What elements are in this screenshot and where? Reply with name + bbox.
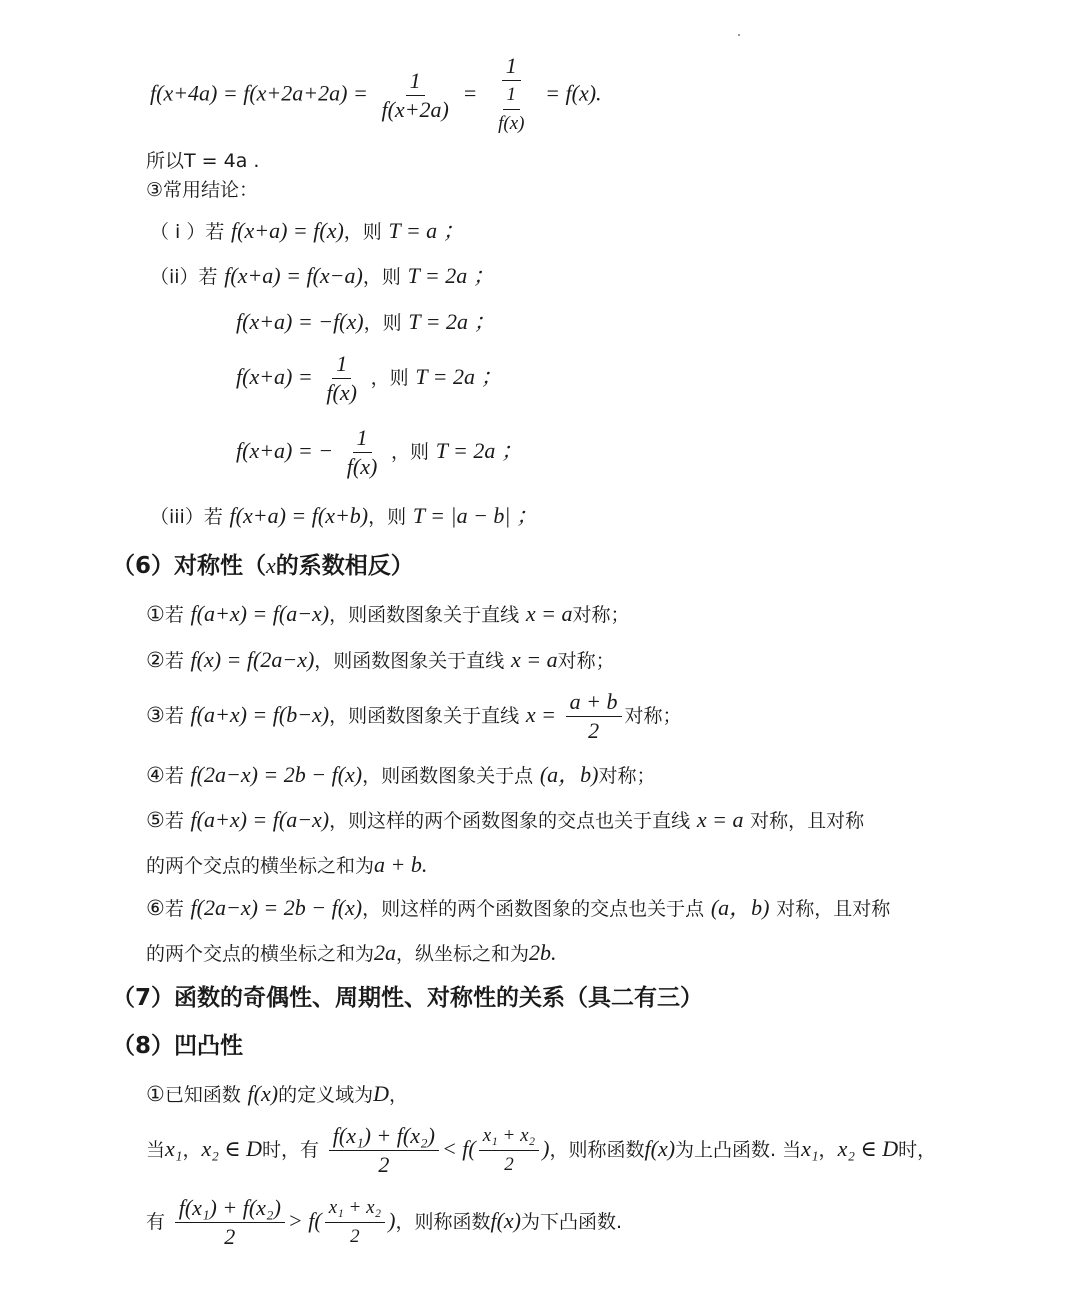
- section-8-heading: （8）凹凸性: [112, 1033, 244, 1059]
- item-expr: f(x) = f(2a−x): [190, 647, 315, 672]
- conclusion-ii-result: T = 2a ；: [407, 263, 495, 288]
- item-text: ，则函数图象关于直线: [329, 604, 520, 626]
- item-text: 的两个交点的横坐标之和为: [146, 855, 375, 877]
- conclusion-ii-d: [236, 426, 523, 479]
- fraction-1-denominator: f(x+2a): [381, 96, 449, 122]
- item-math: x = a: [510, 647, 558, 672]
- conclusion-iii-sep: ，则: [368, 506, 407, 528]
- conclusion-iii: [150, 502, 538, 531]
- conclusion-i-sep: ，则: [343, 221, 382, 243]
- nested-fraction-denominator: f(x): [498, 113, 525, 134]
- math-fx: f(x): [490, 1208, 521, 1233]
- item-text-2: ，纵坐标之和为: [396, 943, 530, 965]
- item-expr: f(a+x) = f(a−x): [190, 807, 330, 832]
- fraction-numerator: 1: [332, 352, 351, 379]
- fraction-denominator: 2: [504, 1154, 514, 1175]
- symmetry-item-4: [146, 761, 656, 790]
- conclusion-i-expr: f(x+a) = f(x): [231, 218, 344, 243]
- conclusion-ii-label: （ii）若: [150, 266, 218, 288]
- item-text: ，则这样的两个函数图象的交点也关于点: [362, 898, 705, 920]
- common-conclusions-title: ③常用结论：: [146, 179, 259, 201]
- conclusion-i-label: （ i ）若: [150, 221, 225, 243]
- fraction-numerator: 1: [353, 426, 372, 453]
- conclusion-ii-expr: f(x+a) = f(x−a): [224, 263, 363, 288]
- text-when-tail: 时，: [898, 1139, 937, 1161]
- conclusion-i-result: T = a ；: [388, 218, 465, 243]
- symmetry-item-5: [146, 806, 864, 835]
- item-number: ①: [146, 1082, 165, 1106]
- item-expr: f(2a−x) = 2b − f(x): [190, 895, 363, 920]
- fraction-1: [377, 69, 452, 122]
- conclusion-ii-b: [236, 308, 496, 337]
- close-paren: ): [542, 1136, 550, 1161]
- midpoint-fraction: [325, 1196, 385, 1249]
- item-text: ，则这样的两个函数图象的交点也关于直线: [329, 810, 691, 832]
- conclusion-ii-c-lhs: f(x+a) =: [236, 364, 313, 389]
- equals-sign: =: [462, 80, 478, 106]
- less-than-f: < f(: [441, 1136, 476, 1161]
- fraction-numerator: x₁ + x₂: [325, 1196, 385, 1223]
- section-6-title-x: x: [266, 553, 276, 578]
- math-fx: f(x): [644, 1136, 676, 1161]
- close-paren: ): [388, 1208, 396, 1233]
- conclusion-ii-b-result: T = 2a ；: [408, 309, 496, 334]
- item-expr: f(a+x) = f(a−x): [190, 601, 330, 626]
- text-lower-convex: 为下凸函数.: [520, 1211, 623, 1233]
- derivation-rhs: = f(x).: [545, 80, 602, 106]
- item-text: ，则函数图象关于点: [362, 765, 534, 787]
- fraction-2-numerator: 1: [502, 54, 521, 81]
- symmetry-item-1: [146, 600, 629, 629]
- convexity-item-1: [146, 1080, 408, 1109]
- item-tail: 对称，且对称: [750, 810, 865, 832]
- nested-fraction-numerator: 1: [503, 83, 521, 110]
- comma: ，: [182, 1139, 202, 1161]
- fraction-2: [487, 54, 535, 136]
- fraction-numerator: f(x₁) + f(x₂): [329, 1124, 439, 1151]
- fraction-denominator: f(x): [346, 454, 378, 479]
- conclusion-ii-c-result: T = 2a ；: [415, 364, 503, 389]
- fraction-1-numerator: 1: [406, 69, 425, 96]
- conclusion-ii: [150, 262, 495, 291]
- item-math: x =: [525, 702, 556, 727]
- conclusion-ii-b-expr: f(x+a) = −f(x): [236, 309, 364, 334]
- symmetry-item-5-cont: [146, 851, 427, 880]
- item-tail: .: [551, 940, 557, 965]
- item-math: 2a: [374, 940, 397, 965]
- so-period-line: 所以T = 4a .: [146, 150, 260, 172]
- fraction-denominator: 2: [224, 1224, 236, 1249]
- text-upper-convex: 为上凸函数. 当: [675, 1139, 802, 1161]
- math-x2-in-d: x₂ ∈ D: [201, 1136, 263, 1161]
- comma: ，: [818, 1139, 838, 1161]
- conclusion-iii-result: T = |a − b| ；: [412, 503, 538, 528]
- midpoint-fraction: [479, 1124, 539, 1177]
- midpoint-fraction: [566, 690, 622, 743]
- item-tail: 对称；: [557, 650, 615, 672]
- derivation-line: [150, 54, 602, 136]
- item-tail: ，: [388, 1084, 408, 1106]
- item-expr: f(a+x) = f(b−x): [190, 702, 330, 727]
- fraction-numerator: x₁ + x₂: [479, 1124, 539, 1151]
- conclusion-ii-d-sep: ，则: [390, 441, 429, 463]
- item-number: ⑤: [146, 808, 165, 832]
- item-number: ③: [146, 703, 165, 727]
- item-tail: 对称，且对称: [776, 898, 891, 920]
- item-text: ，则函数图象关于直线: [314, 650, 505, 672]
- text-have: 有: [146, 1211, 166, 1233]
- text-when: 当: [146, 1139, 166, 1161]
- item-math: D: [373, 1081, 389, 1106]
- item-number: ④: [146, 763, 165, 787]
- section-6-title-end: 的系数相反）: [275, 553, 414, 579]
- math-x1: x₁: [801, 1136, 819, 1161]
- fraction-denominator: 2: [378, 1152, 390, 1177]
- conclusion-ii-c-sep: ，则: [370, 367, 409, 389]
- item-math: x = a: [696, 807, 744, 832]
- section-7-heading: （7）函数的奇偶性、周期性、对称性的关系（具二有三）: [112, 985, 704, 1011]
- math-x1: x₁: [165, 1136, 183, 1161]
- section-6-heading: [112, 552, 414, 580]
- derivation-lhs: f(x+4a) = f(x+2a+2a) =: [150, 80, 368, 106]
- symmetry-item-2: [146, 646, 615, 675]
- conclusion-ii-d-lhs: f(x+a) = −: [236, 438, 334, 463]
- fraction-numerator: f(x₁) + f(x₂): [175, 1196, 285, 1223]
- fraction-numerator: a + b: [566, 690, 622, 717]
- item-text-2: 的定义域为: [278, 1084, 374, 1106]
- conclusion-ii-b-sep: ，则: [363, 312, 402, 334]
- item-if: 若: [164, 810, 184, 832]
- conclusion-i: [150, 217, 465, 246]
- item-math-2: 2b: [529, 940, 552, 965]
- item-math: x = a: [525, 601, 573, 626]
- average-value-fraction: [329, 1124, 439, 1177]
- item-if: 若: [164, 604, 184, 626]
- average-value-fraction: [175, 1196, 285, 1249]
- convexity-upper-definition: [146, 1124, 936, 1177]
- item-tail: 对称；: [572, 604, 630, 626]
- item-math: a + b: [374, 852, 422, 877]
- fraction-denominator: f(x): [326, 380, 357, 405]
- item-math: (a，b): [539, 762, 599, 787]
- item-expr: f(2a−x) = 2b − f(x): [190, 762, 363, 787]
- convexity-lower-definition: [146, 1196, 622, 1249]
- item-if: 若: [164, 765, 184, 787]
- conclusion-ii-c-fraction: [322, 352, 361, 405]
- conclusion-ii-d-fraction: [343, 426, 382, 479]
- section-6-title-start: （6）对称性（: [112, 553, 267, 579]
- item-text: 已知函数: [164, 1084, 241, 1106]
- symmetry-item-6: [146, 894, 890, 923]
- nested-fraction: [494, 83, 528, 136]
- conclusion-iii-expr: f(x+a) = f(x+b): [229, 503, 369, 528]
- item-if: 若: [164, 650, 184, 672]
- item-if: 若: [164, 898, 184, 920]
- item-number: ①: [146, 602, 165, 626]
- item-tail: 对称；: [598, 765, 656, 787]
- symmetry-item-3: [146, 690, 682, 743]
- item-number: ②: [146, 648, 165, 672]
- text-call: ，则称函数: [395, 1211, 491, 1233]
- conclusion-ii-d-result: T = 2a ；: [435, 438, 523, 463]
- conclusion-ii-c: [236, 352, 503, 405]
- item-text: ，则函数图象关于直线: [329, 705, 520, 727]
- fraction-denominator: 2: [588, 718, 600, 743]
- text-then-have: 时，有: [262, 1139, 320, 1161]
- item-text: 的两个交点的横坐标之和为: [146, 943, 375, 965]
- math-x2-in-d: x₂ ∈ D: [837, 1136, 899, 1161]
- item-tail: 对称；: [624, 705, 682, 727]
- conclusion-iii-label: （iii）若: [150, 506, 223, 528]
- item-expr: f(x): [247, 1081, 279, 1106]
- item-math: (a，b): [710, 895, 770, 920]
- symmetry-item-6-cont: [146, 939, 557, 968]
- item-if: 若: [164, 705, 184, 727]
- conclusion-ii-sep: ，则: [362, 266, 401, 288]
- scan-speck: [738, 34, 740, 36]
- item-number: ⑥: [146, 896, 165, 920]
- item-tail: .: [421, 852, 428, 877]
- greater-than-f: > f(: [287, 1208, 322, 1233]
- fraction-denominator: 2: [350, 1226, 360, 1247]
- text-call: ，则称函数: [549, 1139, 645, 1161]
- fraction-2-denominator: [487, 81, 535, 136]
